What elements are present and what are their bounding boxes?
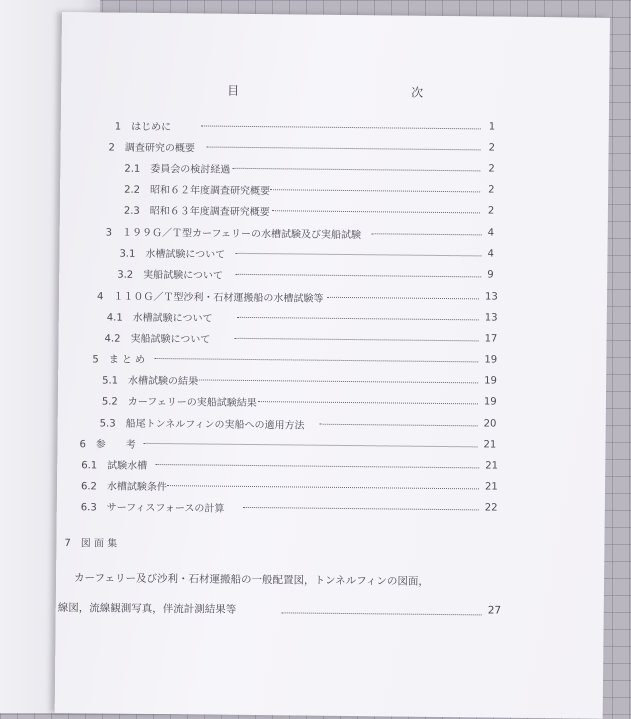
toc-entry-label: 2 調査研究の概要 bbox=[108, 142, 196, 155]
toc-entry bbox=[59, 265, 607, 289]
appendix-page-number: 27 bbox=[487, 604, 502, 617]
toc-entry bbox=[58, 392, 606, 416]
toc-entry-label: 3.2 実船試験について bbox=[117, 269, 224, 282]
toc-entry-label: 5.2 カーフェリーの実船試験結果 bbox=[101, 396, 257, 410]
toc-entry-leader bbox=[272, 210, 480, 213]
toc-entry-label: 7 図 面 集 bbox=[64, 538, 118, 550]
toc-entry-page-number: 1 bbox=[488, 121, 496, 133]
toc-entry-label: 3.1 水槽試験について bbox=[119, 248, 226, 261]
toc-entry-label: 4 １１０Ｇ／Ｔ型沙利・石材運搬船の水槽試験等 bbox=[96, 291, 324, 305]
toc-entry-leader bbox=[270, 189, 480, 192]
toc-entry-leader bbox=[235, 253, 481, 257]
toc-entry-label: 5.1 水槽試験の結果 bbox=[102, 375, 199, 388]
toc-entry-page-number: 20 bbox=[483, 418, 497, 430]
document-page bbox=[55, 12, 610, 719]
toc-entry bbox=[56, 534, 604, 558]
toc-entry-page-number: 21 bbox=[484, 481, 498, 493]
toc-entry-page-number: 2 bbox=[488, 163, 495, 175]
toc-entry-label: 6.2 水槽試験条件 bbox=[80, 481, 167, 494]
toc-entry-leader bbox=[258, 401, 478, 404]
toc-entry-label: 2.2 昭和６２年度調査研究概要 bbox=[124, 184, 271, 198]
toc-entry-label: 6 参 考 bbox=[79, 439, 136, 451]
toc-entry-page-number: 13 bbox=[484, 291, 498, 303]
toc-entry bbox=[60, 180, 608, 204]
appendix-leader bbox=[282, 612, 482, 615]
toc-entry-leader bbox=[167, 485, 479, 489]
toc-entry bbox=[58, 371, 606, 395]
toc-entry-leader bbox=[320, 424, 478, 427]
toc-entry-page-number: 17 bbox=[484, 333, 498, 345]
toc-entry-page-number: 2 bbox=[488, 142, 496, 154]
toc-entry-leader bbox=[207, 147, 481, 151]
appendix-line-1: カーフェリー及び沙利・石材運搬船の一般配置図，トンネルフィンの図面， bbox=[74, 572, 429, 588]
toc-entry-page-number: 2 bbox=[488, 184, 495, 196]
toc-entry-leader bbox=[232, 168, 480, 172]
toc-entry-label: 2.3 昭和６３年度調査研究概要 bbox=[123, 205, 270, 219]
toc-entry-leader bbox=[243, 507, 479, 510]
toc-entry-label: 5.3 船尾トンネルフィンの実船への適用方法 bbox=[99, 418, 305, 432]
toc-entry bbox=[58, 350, 606, 374]
toc-entry-page-number: 2 bbox=[487, 205, 495, 217]
toc-entry bbox=[59, 287, 607, 311]
toc-entry-label: 6.3 サーフィスフォースの計算 bbox=[80, 502, 225, 515]
toc-entry-page-number: 4 bbox=[487, 248, 494, 260]
toc-entry-leader bbox=[155, 464, 479, 468]
page-title: 目 次 bbox=[227, 83, 504, 101]
toc-entry bbox=[57, 498, 605, 522]
toc-entry-page-number: 21 bbox=[483, 439, 497, 451]
toc-entry bbox=[60, 223, 608, 247]
toc-entry bbox=[58, 414, 606, 438]
toc-entry-leader bbox=[235, 338, 479, 342]
toc-entry-page-number: 19 bbox=[484, 354, 498, 366]
toc-entry-page-number: 19 bbox=[484, 375, 497, 387]
toc-entry-leader bbox=[154, 358, 478, 362]
toc-entry-page-number: 19 bbox=[483, 396, 497, 408]
toc-entry-leader bbox=[196, 379, 478, 383]
toc-entry bbox=[61, 117, 609, 141]
toc-entry-page-number: 9 bbox=[487, 269, 494, 281]
toc-entry bbox=[60, 201, 608, 225]
toc-entry-leader bbox=[201, 125, 481, 129]
toc-entry-label: 1 はじめに bbox=[114, 121, 172, 134]
toc-entry-label: 5 ま と め bbox=[92, 354, 146, 366]
toc-entry-leader bbox=[143, 443, 477, 447]
toc-entry-label: 4.1 水槽試験について bbox=[106, 312, 213, 325]
toc-entry-page-number: 21 bbox=[485, 460, 499, 472]
toc-entry-leader bbox=[237, 317, 479, 321]
toc-entry-page-number: 4 bbox=[487, 227, 495, 239]
toc-entry bbox=[57, 435, 605, 459]
toc-entry bbox=[58, 329, 606, 353]
toc-entry bbox=[59, 244, 607, 268]
toc-entry-label: 2.1 委員会の検討経過 bbox=[124, 163, 231, 176]
toc-entry-leader bbox=[235, 274, 481, 278]
toc-entry-leader bbox=[327, 297, 479, 300]
toc-entry bbox=[60, 138, 608, 162]
toc-entry-leader bbox=[372, 233, 482, 235]
appendix-line-2: 線図，流線観測写真，伴流計測結果等 bbox=[57, 601, 237, 616]
toc-entry bbox=[57, 456, 605, 480]
toc-entry-label: 4.2 実船試験について bbox=[104, 333, 211, 346]
toc-entry-page-number: 13 bbox=[484, 312, 498, 324]
toc-entry bbox=[59, 308, 607, 332]
toc-entry-page-number: 22 bbox=[484, 502, 498, 514]
toc-entry-label: 6.1 試験水槽 bbox=[81, 460, 148, 472]
toc-entry-label: 3 １９９Ｇ／Ｔ型カーフェリーの水槽試験及び実船試験 bbox=[105, 227, 362, 242]
toc-entry bbox=[60, 159, 608, 183]
toc-entry bbox=[57, 477, 605, 501]
